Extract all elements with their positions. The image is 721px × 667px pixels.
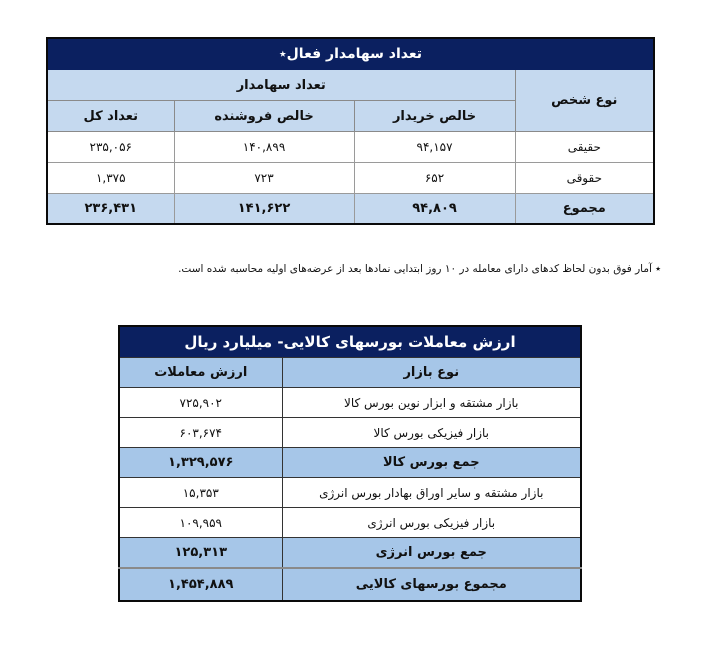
total-net-buyer: ۹۴,۸۰۹ <box>354 194 515 225</box>
table-row <box>119 508 581 538</box>
person-type-cell: حقوقی <box>515 163 654 194</box>
total-label: مجموع <box>515 194 654 225</box>
market-type-cell: بازار مشتقه و سایر اوراق بهادار بورس انرژی <box>282 478 581 508</box>
grand-total-value: ۱,۴۵۴,۸۸۹ <box>119 568 282 601</box>
table-row <box>119 418 581 448</box>
table-title: ارزش معاملات بورسهای کالایی- میلیارد ریال <box>119 326 581 358</box>
net-buyer-cell: ۶۵۲ <box>354 163 515 194</box>
header-total-count: تعداد کل <box>47 101 174 132</box>
grand-total-row <box>119 568 581 601</box>
net-seller-cell: ۱۴۰,۸۹۹ <box>174 132 354 163</box>
subtotal-label: جمع بورس انرژی <box>282 538 581 569</box>
subtotal-row <box>119 448 581 478</box>
market-type-cell: بازار مشتقه و ابزار نوین بورس کالا <box>282 388 581 418</box>
active-shareholders-table <box>46 37 655 225</box>
footnote: ٭ آمار فوق بدون لحاظ کدهای دارای معامله در ۱۰ روز ابتدایی نمادها بعد از عرضه‌های اولیه محاسبه شده است. <box>178 263 661 275</box>
header-net-seller: خالص فروشنده <box>174 101 354 132</box>
total-net-seller: ۱۴۱,۶۲۲ <box>174 194 354 225</box>
net-buyer-cell: ۹۴,۱۵۷ <box>354 132 515 163</box>
net-seller-cell: ۷۲۳ <box>174 163 354 194</box>
commodity-exchange-table <box>118 325 582 602</box>
table-row <box>119 388 581 418</box>
table-title: تعداد سهامدار فعال٭ <box>47 38 654 70</box>
table-row <box>119 478 581 508</box>
table-row <box>47 132 654 163</box>
trade-value-cell: ۶۰۳,۶۷۴ <box>119 418 282 448</box>
total-count-cell: ۱,۳۷۵ <box>47 163 174 194</box>
subtotal-row <box>119 538 581 569</box>
header-market-type: نوع بازار <box>282 358 581 388</box>
subtotal-value: ۱,۳۲۹,۵۷۶ <box>119 448 282 478</box>
total-total-count: ۲۳۶,۴۳۱ <box>47 194 174 225</box>
table-row <box>47 163 654 194</box>
trade-value-cell: ۱۵,۳۵۳ <box>119 478 282 508</box>
header-net-buyer: خالص خریدار <box>354 101 515 132</box>
header-shareholders-group: تعداد سهامدار <box>47 70 515 101</box>
subtotal-label: جمع بورس کالا <box>282 448 581 478</box>
market-type-cell: بازار فیزیکی بورس انرژی <box>282 508 581 538</box>
header-trade-value: ارزش معاملات <box>119 358 282 388</box>
market-type-cell: بازار فیزیکی بورس کالا <box>282 418 581 448</box>
person-type-cell: حقیقی <box>515 132 654 163</box>
trade-value-cell: ۱۰۹,۹۵۹ <box>119 508 282 538</box>
trade-value-cell: ۷۲۵,۹۰۲ <box>119 388 282 418</box>
header-person-type: نوع شخص <box>515 70 654 132</box>
subtotal-value: ۱۲۵,۳۱۳ <box>119 538 282 569</box>
total-row <box>47 194 654 225</box>
total-count-cell: ۲۳۵,۰۵۶ <box>47 132 174 163</box>
grand-total-label: مجموع بورسهای کالایی <box>282 568 581 601</box>
